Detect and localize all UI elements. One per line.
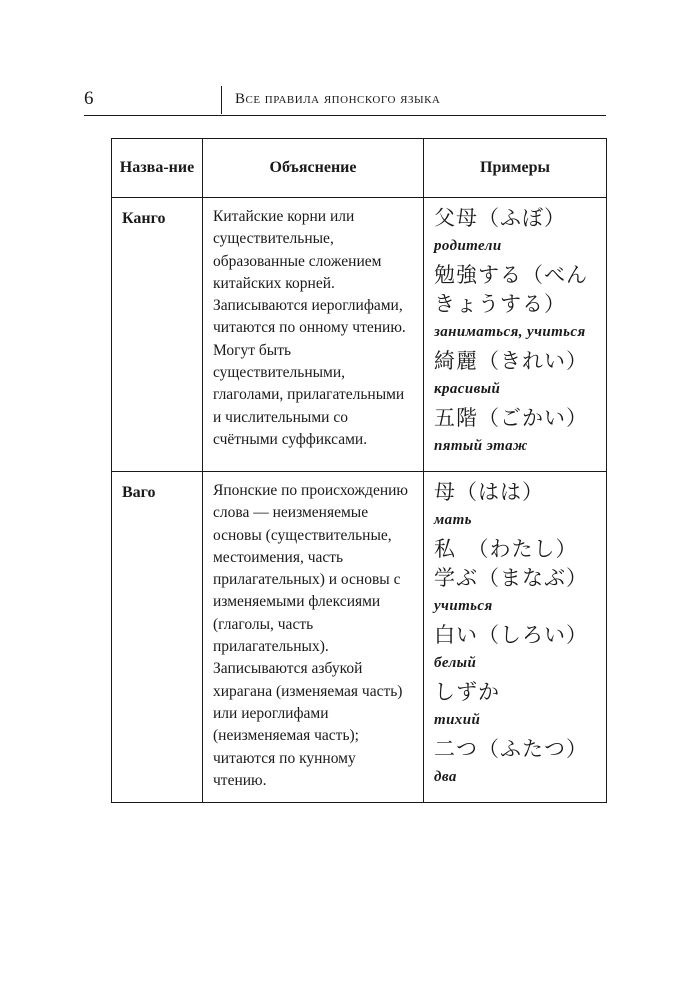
table-row-vago	[112, 472, 607, 803]
example-translation: мать	[434, 512, 472, 528]
header-examples: Примеры	[424, 139, 607, 198]
example-translation: пятый этаж	[434, 438, 528, 454]
header-explanation: Объяснение	[203, 139, 424, 198]
example-japanese: 学ぶ（まなぶ）	[434, 566, 588, 590]
running-head-divider	[221, 86, 222, 114]
example-japanese: 私 （わたし）	[434, 537, 578, 561]
example-japanese: 母（はは）	[434, 480, 544, 504]
example-translation: тихий	[434, 712, 481, 728]
example-translation: заниматься, учиться	[434, 324, 586, 340]
example-japanese: 五階（ごかい）	[434, 406, 588, 430]
running-head-title: Все правила японского языка	[235, 91, 441, 107]
header-name: Назва-ние	[112, 139, 203, 198]
table-header-row	[112, 139, 607, 198]
row-name: Ваго	[112, 472, 203, 803]
example-japanese: 綺麗（きれい）	[434, 349, 588, 373]
running-head	[84, 84, 606, 116]
word-origin-table	[111, 138, 607, 803]
example-translation: родители	[434, 238, 502, 254]
table-row-kango	[112, 198, 607, 472]
row-examples	[424, 472, 607, 803]
row-explanation: Японские по происхождению слова — неизменяемые основы (существительные, местоимения, часть прилагательных) и основы с изменяемыми флексиями (глаголы, часть прилагательных). Записываются азбукой хирагана (изменяемая часть) или иероглифами (неизменяемая часть); читаются по кунному чтению.	[203, 472, 424, 803]
running-head-rule	[84, 115, 606, 116]
example-japanese: しずか	[434, 680, 500, 704]
row-examples	[424, 198, 607, 472]
example-japanese: 勉強する（べんきょうする）	[434, 263, 588, 316]
page-number: 6	[84, 88, 94, 109]
example-translation: два	[434, 769, 457, 785]
row-explanation: Китайские корни или существительные, образованные сложением китайских корней. Записываются иероглифами, читаются по онному чтению. Могут быть существительными, глаголами, прилагательными и числительными со счётными суффиксами.	[203, 198, 424, 472]
example-translation: красивый	[434, 381, 501, 397]
example-japanese: 父母（ふぼ）	[434, 206, 566, 230]
example-japanese: 二つ（ふたつ）	[434, 737, 588, 761]
example-translation: учиться	[434, 598, 493, 614]
example-translation: белый	[434, 655, 477, 671]
row-name: Канго	[112, 198, 203, 472]
example-japanese: 白い（しろい）	[434, 623, 588, 647]
